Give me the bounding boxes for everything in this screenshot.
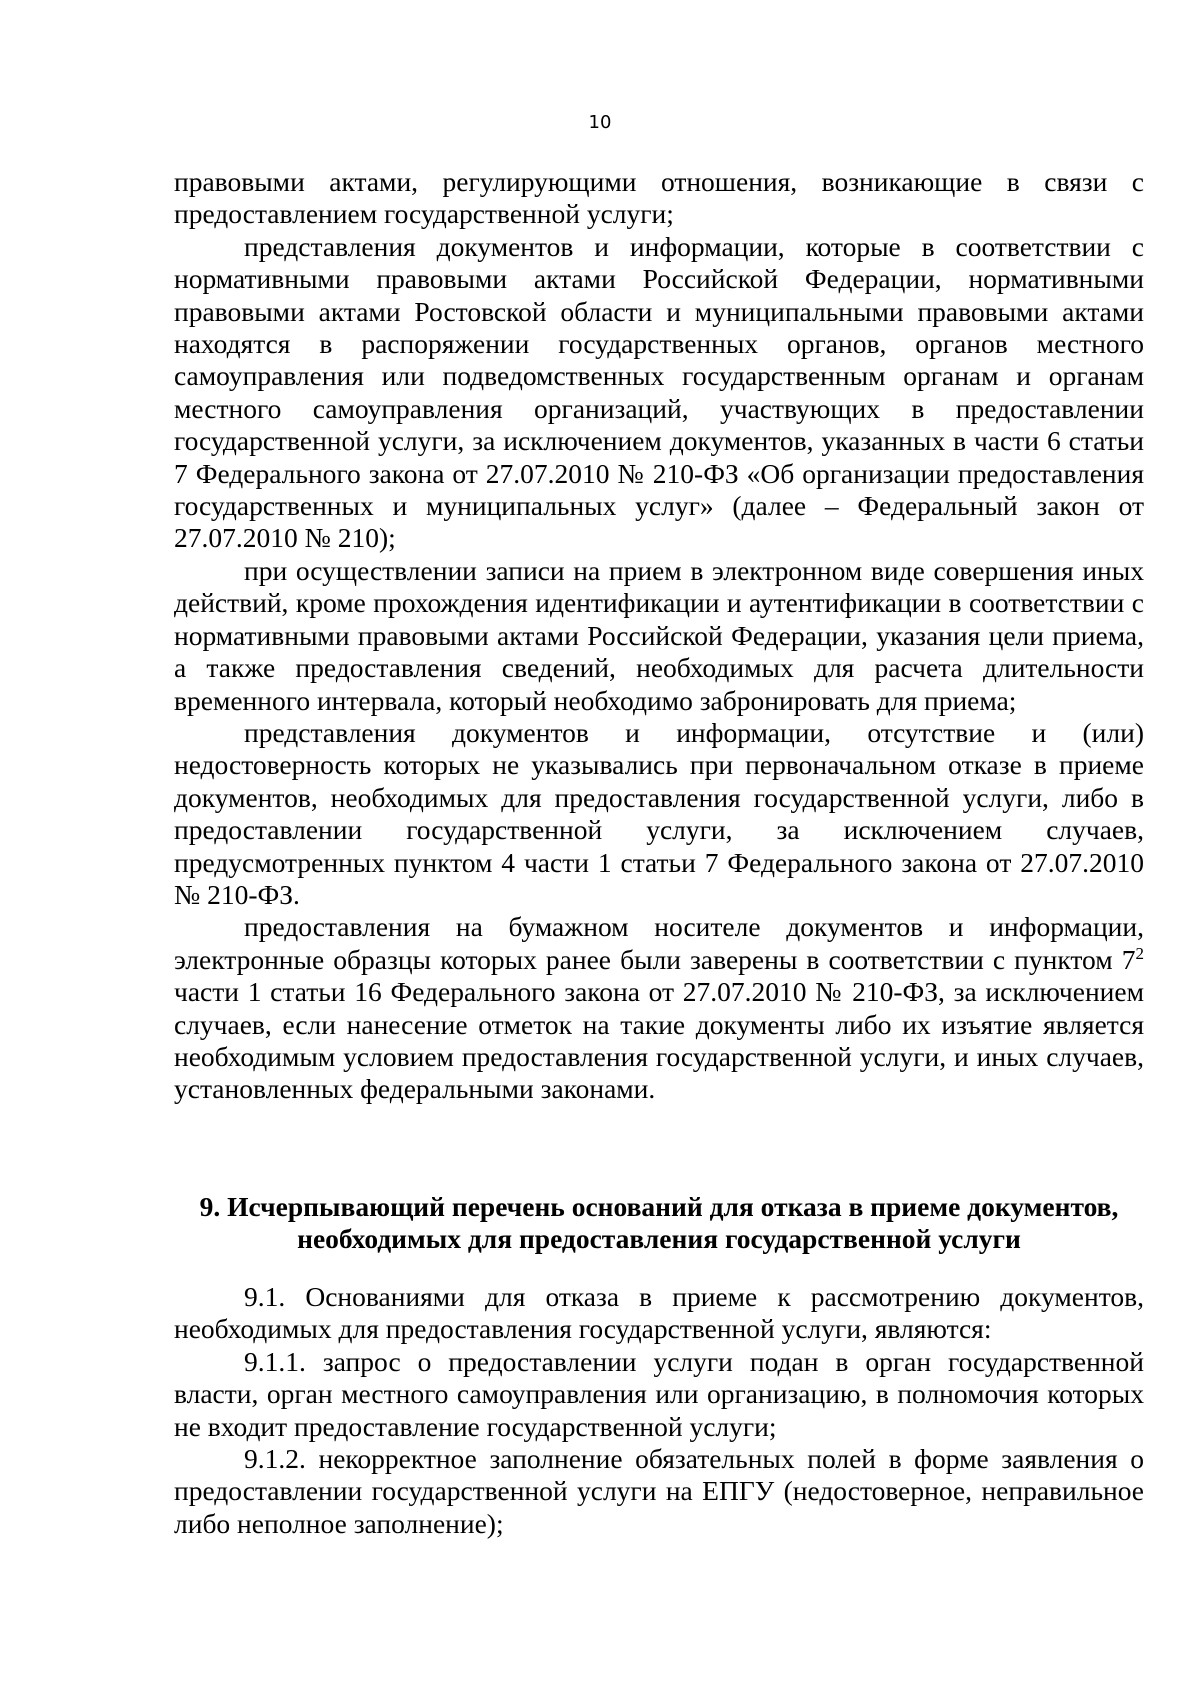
section-paragraph: 9.1.1. запрос о предоставлении услуги подан в орган государственной власти, орган местного самоуправления или организацию, в полномочия которых не входит предоставление государственной услуги; [174,1345,1144,1442]
section-heading [174,1191,1144,1256]
document-body [174,166,1144,1106]
paragraph: представления документов и информации, отсутствие и (или) недостоверность которых не указывались при первоначальном отказе в приеме документов, необходимых для предоставления государственной услуги, либо в предоставлении государственной услуги, за исключением случаев, предусмотренных пунктом 4 части 1 статьи 7 Федерального закона от 27.07.2010 № 210-ФЗ. [174,716,1144,910]
section-heading-line: необходимых для предоставления государственной услуги [297,1223,1021,1255]
section-paragraph: 9.1. Основаниями для отказа в приеме к рассмотрению документов, необходимых для предоставления государственной услуги, являются: [174,1281,1144,1345]
page-number: 10 [588,112,612,133]
paragraph [174,911,1144,1105]
paragraph-text: предоставления на бумажном носителе документов и информации, электронные образцы которых ранее были заверены в соответствии с пунктом 7 [174,911,1144,975]
paragraph: при осуществлении записи на прием в электронном виде совершения иных действий, кроме прохождения идентификации и аутентификации в соответствии с нормативными правовыми актами Российской Федерации, указания цели приема, а также предоставления сведений, необходимых для расчета длительности временного интервала, который необходимо забронировать для приема; [174,554,1144,716]
paragraph: представления документов и информации, которые в соответствии с нормативными правовыми актами Российской Федерации, нормативными правовыми актами Ростовской области и муниципальными правовыми актами находятся в распоряжении государственных органов, органов местного самоуправления или подведомственных государственным органам и органам местного самоуправления организаций, участвующих в предоставлении государственной услуги, за исключением документов, указанных в части 6 статьи 7 Федерального закона от 27.07.2010 № 210-ФЗ «Об организации предоставления государственных и муниципальных услуг» (далее – Федеральный закон от 27.07.2010 № 210); [174,230,1144,554]
section-heading-line: 9. Исчерпывающий перечень оснований для отказа в приеме документов, [199,1191,1119,1222]
paragraph-continuation: правовыми актами, регулирующими отношения, возникающие в связи с предоставлением государственной услуги; [174,166,1144,230]
section-body [174,1281,1144,1540]
paragraph-text: части 1 статьи 16 Федерального закона от 27.07.2010 № 210-ФЗ, за исключением случаев, если нанесение отметок на такие документы либо их изъятие является необходимым условием предоставления государственной услуги, и иных случаев, установленных федеральными законами. [174,976,1144,1105]
section-paragraph: 9.1.2. некорректное заполнение обязательных полей в форме заявления о предоставлении государственной услуги на ЕПГУ (недостоверное, неправильное либо неполное заполнение); [174,1443,1144,1539]
superscript: 2 [1135,943,1144,963]
